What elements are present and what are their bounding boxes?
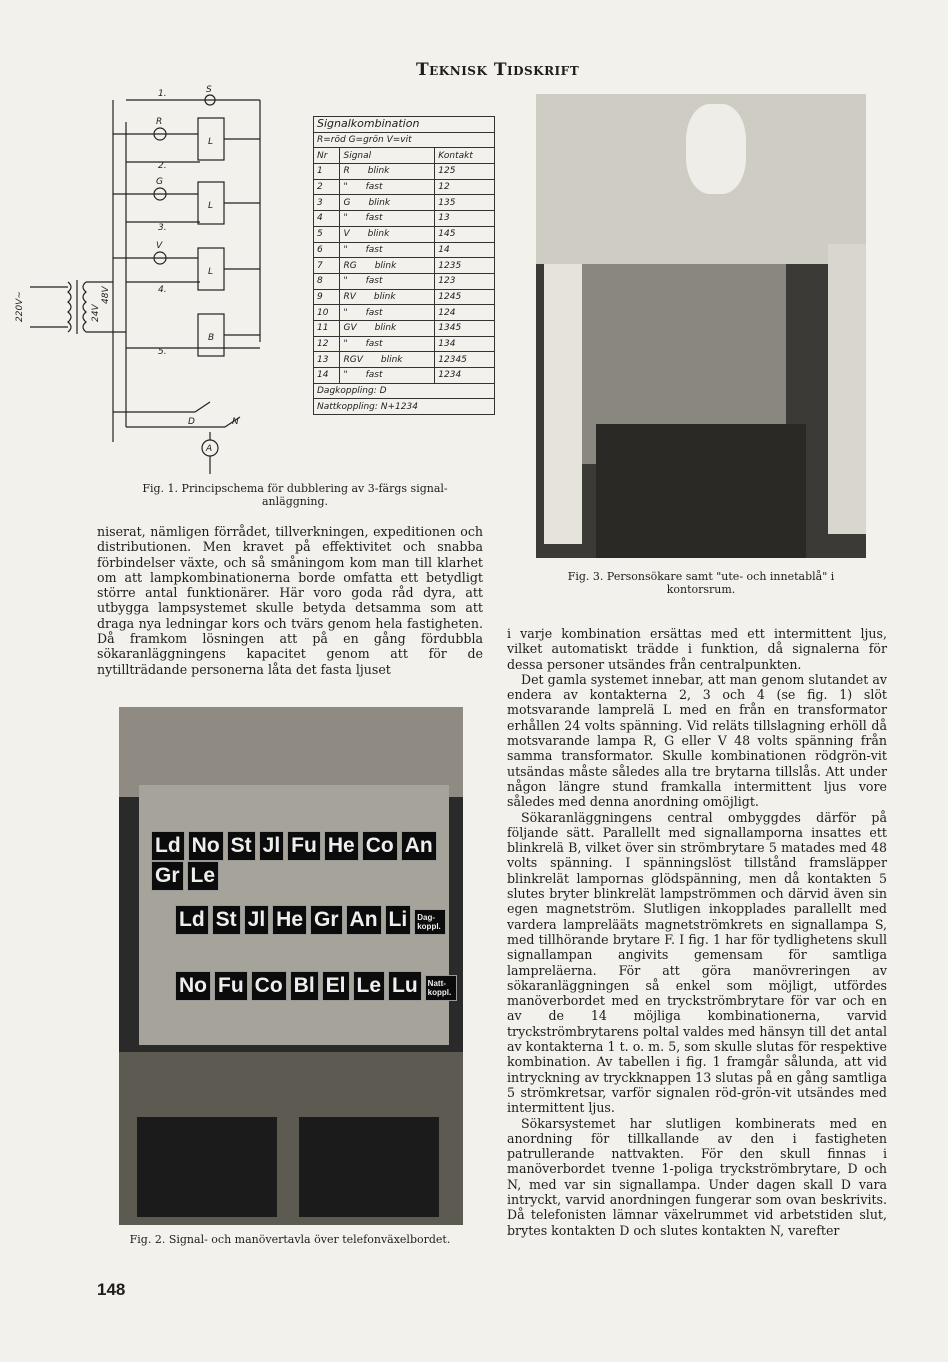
row-number: 5 bbox=[314, 226, 340, 242]
figure1-diagram bbox=[10, 82, 500, 478]
signal-mode: fast bbox=[365, 244, 383, 255]
row-contacts: 134 bbox=[435, 336, 495, 352]
key: No bbox=[175, 971, 211, 1001]
paragraph: Det gamla systemet innebar, att man genom slutandet av endera av kontakterna 2, 3 och 4 (se fig. 1) slöt motsvarande lamprelä L med en från en transformator erhållen 24 volts spänning. Vid reläts tillslagning erhöll då motsvarande lampa R, G eller V 48 volts spänning från samma transformator. Skulle kombinationen rödgrön-vit utsändas måste således alla tre brytarna tillslås. Att under någon längre stund framkalla intermittent ljus vore således med denna anordning omöjligt. bbox=[507, 671, 887, 810]
col-header-signal: Signal bbox=[340, 148, 435, 164]
col-header-nr: Nr bbox=[314, 148, 340, 164]
voltage-220: 220V~ bbox=[15, 291, 25, 322]
relay-label-1: L bbox=[208, 137, 214, 147]
left-column bbox=[97, 524, 483, 677]
voltage-24: 24V bbox=[91, 304, 101, 322]
desk bbox=[596, 424, 806, 558]
table-row bbox=[314, 336, 495, 352]
key: Gr bbox=[310, 905, 343, 935]
key: Jl bbox=[259, 831, 285, 861]
col-header-kontakt: Kontakt bbox=[435, 148, 495, 164]
row-number: 1 bbox=[314, 164, 340, 180]
key: Gr bbox=[151, 861, 184, 891]
key: Fu bbox=[287, 831, 321, 861]
table-footer-day: Dagkoppling: D bbox=[314, 383, 495, 399]
ammeter-label: A bbox=[206, 444, 213, 454]
table-title: Signalkombination bbox=[314, 117, 495, 133]
key: Co bbox=[362, 831, 398, 861]
lamp-label-r: R bbox=[156, 117, 163, 127]
key: He bbox=[324, 831, 359, 861]
jack-panel-right bbox=[299, 1117, 439, 1217]
row-contacts: 123 bbox=[435, 273, 495, 289]
row-contacts: 145 bbox=[435, 226, 495, 242]
row-number: 10 bbox=[314, 305, 340, 321]
row-signal bbox=[340, 352, 435, 368]
table-row bbox=[314, 305, 495, 321]
key-row-3 bbox=[175, 971, 460, 1001]
paragraph: niserat, nämligen förrådet, tillverkningen, expeditionen och distributionen. Men kravet på effektivitet och snabba förbindelser växte, och så småningom kom man till klarhet om att lampkombinationerna borde omfatta ett betydligt större antal funktionärer. Här voro goda råd dyra, att utbygga lampsystemet skulle betyda detsamma som att draga nya ledningar kors och tvärs genom hela fastigheten. Då framkom lösningen att på en gång fördubbla sökaranläggningens kapacitet genom att för de nytillträdande personerna låta det fasta ljuset bbox=[97, 524, 483, 677]
table-footer-night: Nattkoppling: N+1234 bbox=[314, 399, 495, 415]
key: Co bbox=[251, 971, 287, 1001]
row-contacts: 13 bbox=[435, 211, 495, 227]
signal-mode: blink bbox=[373, 291, 396, 302]
key: Ld bbox=[175, 905, 209, 935]
table-body bbox=[314, 164, 495, 384]
signal-mode: blink bbox=[374, 323, 397, 334]
row-signal bbox=[340, 226, 435, 242]
row-signal bbox=[340, 242, 435, 258]
switch-label-4: 4. bbox=[158, 285, 167, 295]
key: No bbox=[188, 831, 224, 861]
signal-color: G bbox=[343, 197, 351, 208]
figure3-caption: Fig. 3. Personsökare samt "ute- och innetablå" i kontorsrum. bbox=[567, 570, 835, 596]
signal-color: " bbox=[343, 244, 348, 255]
signal-color: " bbox=[343, 307, 348, 318]
relay-label-b: B bbox=[208, 333, 215, 343]
row-signal bbox=[340, 195, 435, 211]
figure2-photo bbox=[119, 707, 463, 1225]
row-contacts: 1245 bbox=[435, 289, 495, 305]
row-signal bbox=[340, 305, 435, 321]
table-row bbox=[314, 164, 495, 180]
signal-mode: fast bbox=[365, 213, 383, 224]
key: Le bbox=[187, 861, 220, 891]
key: Lu bbox=[388, 971, 422, 1001]
row-signal bbox=[340, 179, 435, 195]
row-contacts: 14 bbox=[435, 242, 495, 258]
table-row bbox=[314, 226, 495, 242]
paragraph: i varje kombination ersättas med ett intermittent ljus, vilket automatiskt trädde i funktion, då signalerna för dessa personer utsändes från centralpunkten. bbox=[507, 626, 887, 672]
switch-label-2: 2. bbox=[158, 161, 167, 171]
row-number: 4 bbox=[314, 211, 340, 227]
lamp-label-s: S bbox=[206, 85, 212, 95]
signal-color: " bbox=[343, 276, 348, 287]
key: He bbox=[272, 905, 307, 935]
key: Ld bbox=[151, 831, 185, 861]
signal-mode: blink bbox=[367, 229, 390, 240]
signal-color: RGV bbox=[343, 354, 363, 365]
signal-mode: fast bbox=[365, 370, 383, 381]
row-contacts: 135 bbox=[435, 195, 495, 211]
key: Li bbox=[385, 905, 412, 935]
row-contacts: 12 bbox=[435, 179, 495, 195]
row-number: 12 bbox=[314, 336, 340, 352]
table-row bbox=[314, 258, 495, 274]
signal-color: V bbox=[343, 229, 350, 240]
row-number: 14 bbox=[314, 368, 340, 384]
row-number: 6 bbox=[314, 242, 340, 258]
row-signal bbox=[340, 164, 435, 180]
key: Bl bbox=[290, 971, 319, 1001]
switch-label-3: 3. bbox=[158, 223, 167, 233]
key: An bbox=[346, 905, 382, 935]
signal-mode: fast bbox=[365, 338, 383, 349]
signal-mode: fast bbox=[365, 276, 383, 287]
signal-color: R bbox=[343, 166, 350, 177]
voltage-48: 48V bbox=[101, 286, 111, 304]
signal-mode: fast bbox=[365, 182, 383, 193]
table-row bbox=[314, 179, 495, 195]
row-number: 2 bbox=[314, 179, 340, 195]
row-contacts: 1234 bbox=[435, 368, 495, 384]
table-row bbox=[314, 211, 495, 227]
table-row bbox=[314, 242, 495, 258]
signal-color: " bbox=[343, 213, 348, 224]
table-row bbox=[314, 352, 495, 368]
row-contacts: 1345 bbox=[435, 320, 495, 336]
signal-color: RG bbox=[343, 260, 357, 271]
key: Le bbox=[353, 971, 386, 1001]
row-number: 13 bbox=[314, 352, 340, 368]
signal-color: " bbox=[343, 182, 348, 193]
row-contacts: 124 bbox=[435, 305, 495, 321]
signal-mode: blink bbox=[374, 260, 397, 271]
key-tag: Dag-koppl. bbox=[414, 909, 446, 935]
row-signal bbox=[340, 368, 435, 384]
row-number: 8 bbox=[314, 273, 340, 289]
figure2-caption: Fig. 2. Signal- och manövertavla över telefonväxelbordet. bbox=[129, 1233, 451, 1246]
key-tag: Natt-koppl. bbox=[425, 975, 457, 1001]
key-row-1 bbox=[151, 831, 463, 891]
key: An bbox=[401, 831, 437, 861]
table-row bbox=[314, 368, 495, 384]
paragraph: Sökarsystemet har slutligen kombinerats med en anordning för tillkallande av den i fastigheten patrullerande nattvakten. För den skull finnas i manöverbordet tvenne 1-poliga tryckströmbrytare, D och N, med var sin signallampa. Under dagen skall D vara intryckt, varvid anordningen fungerar som ovan beskrivits. Då telefonisten lämnar växelrummet vid arbetstiden slut, brytes kontakten D och slutes kontakten N, varefter bbox=[507, 1115, 887, 1238]
signal-mode: blink bbox=[380, 354, 403, 365]
figure1-caption: Fig. 1. Principschema för dubblering av 3-färgs signal-anläggning. bbox=[142, 482, 448, 508]
row-signal bbox=[340, 273, 435, 289]
relay-label-3: L bbox=[208, 267, 214, 277]
key: Fu bbox=[214, 971, 248, 1001]
key: St bbox=[212, 905, 241, 935]
row-number: 3 bbox=[314, 195, 340, 211]
window-left bbox=[544, 264, 582, 544]
row-number: 7 bbox=[314, 258, 340, 274]
figure3-photo bbox=[536, 94, 866, 558]
lamp-label-g: G bbox=[156, 177, 163, 187]
row-contacts: 125 bbox=[435, 164, 495, 180]
signal-mode: fast bbox=[365, 307, 383, 318]
signal-color: RV bbox=[343, 291, 356, 302]
signal-mode: blink bbox=[368, 197, 391, 208]
switch-d-label: D bbox=[188, 417, 195, 427]
row-signal bbox=[340, 289, 435, 305]
key-row-2 bbox=[175, 905, 449, 935]
row-signal bbox=[340, 320, 435, 336]
key: Jl bbox=[244, 905, 270, 935]
relay-label-2: L bbox=[208, 201, 214, 211]
lamp-label-v: V bbox=[156, 241, 163, 251]
row-signal bbox=[340, 211, 435, 227]
signal-mode: blink bbox=[367, 166, 390, 177]
paragraph: Sökaranläggningens central ombyggdes därför på följande sätt. Parallellt med signallamporna insattes ett blinkrelä B, vilket över sin strömbrytare 5 matades med 48 volts spänning. I spänningslöst tillstånd framsläpper blinkrelät lampornas glödspänning, men då kontakten 5 slutes bryter blinkrelät lampströmmen och därvid även sin egen magnetström. Slutligen inkopplades parallellt med vardera lamprelääts magnetströmkrets en signallampa S, med tillhörande brytare F. I fig. 1 har för tydlighetens skull signallampan angivits gemensam för samtliga lampreläerna. För att göra manövreringen av sökaranläggningen så enkel som möjligt, utfördes manöverbordet med en tryckströmbrytare för var och en av de 14 möjliga kombinationerna, varvid tryckströmbrytarens poltal valdes med hänsyn till det antal av kontakterna 1 t. o. m. 5, som skulle slutas för respektive kombination. Av tabellen i fig. 1 framgår sålunda, att vid intryckning av tryckknappen 13 slutas på en gång samtliga 5 strömkretsar, varför signalen röd-grön-vit utsändes med intermittent ljus. bbox=[507, 809, 887, 1116]
signal-combination-table bbox=[313, 116, 495, 415]
right-column bbox=[507, 626, 887, 1238]
switch-label-5: 5. bbox=[158, 347, 167, 357]
table-row bbox=[314, 320, 495, 336]
table-row bbox=[314, 195, 495, 211]
signal-color: " bbox=[343, 338, 348, 349]
key: St bbox=[227, 831, 256, 861]
window-right bbox=[828, 244, 866, 534]
window-background bbox=[119, 707, 463, 797]
switch-label-1: 1. bbox=[158, 89, 167, 99]
key: El bbox=[322, 971, 350, 1001]
page-number: 148 bbox=[97, 1280, 126, 1299]
row-signal bbox=[340, 258, 435, 274]
table-row bbox=[314, 289, 495, 305]
table-row bbox=[314, 273, 495, 289]
table-legend: R=röd G=grön V=vit bbox=[314, 132, 495, 148]
circuit-schematic bbox=[10, 82, 310, 478]
signal-color: " bbox=[343, 370, 348, 381]
row-number: 9 bbox=[314, 289, 340, 305]
row-contacts: 12345 bbox=[435, 352, 495, 368]
row-contacts: 1235 bbox=[435, 258, 495, 274]
signal-color: GV bbox=[343, 323, 357, 334]
row-number: 11 bbox=[314, 320, 340, 336]
ceiling-lamp bbox=[686, 104, 746, 194]
switch-n-label: N bbox=[232, 417, 239, 427]
row-signal bbox=[340, 336, 435, 352]
jack-panel-left bbox=[137, 1117, 277, 1217]
journal-title: Teknisk Tidskrift bbox=[416, 60, 580, 80]
